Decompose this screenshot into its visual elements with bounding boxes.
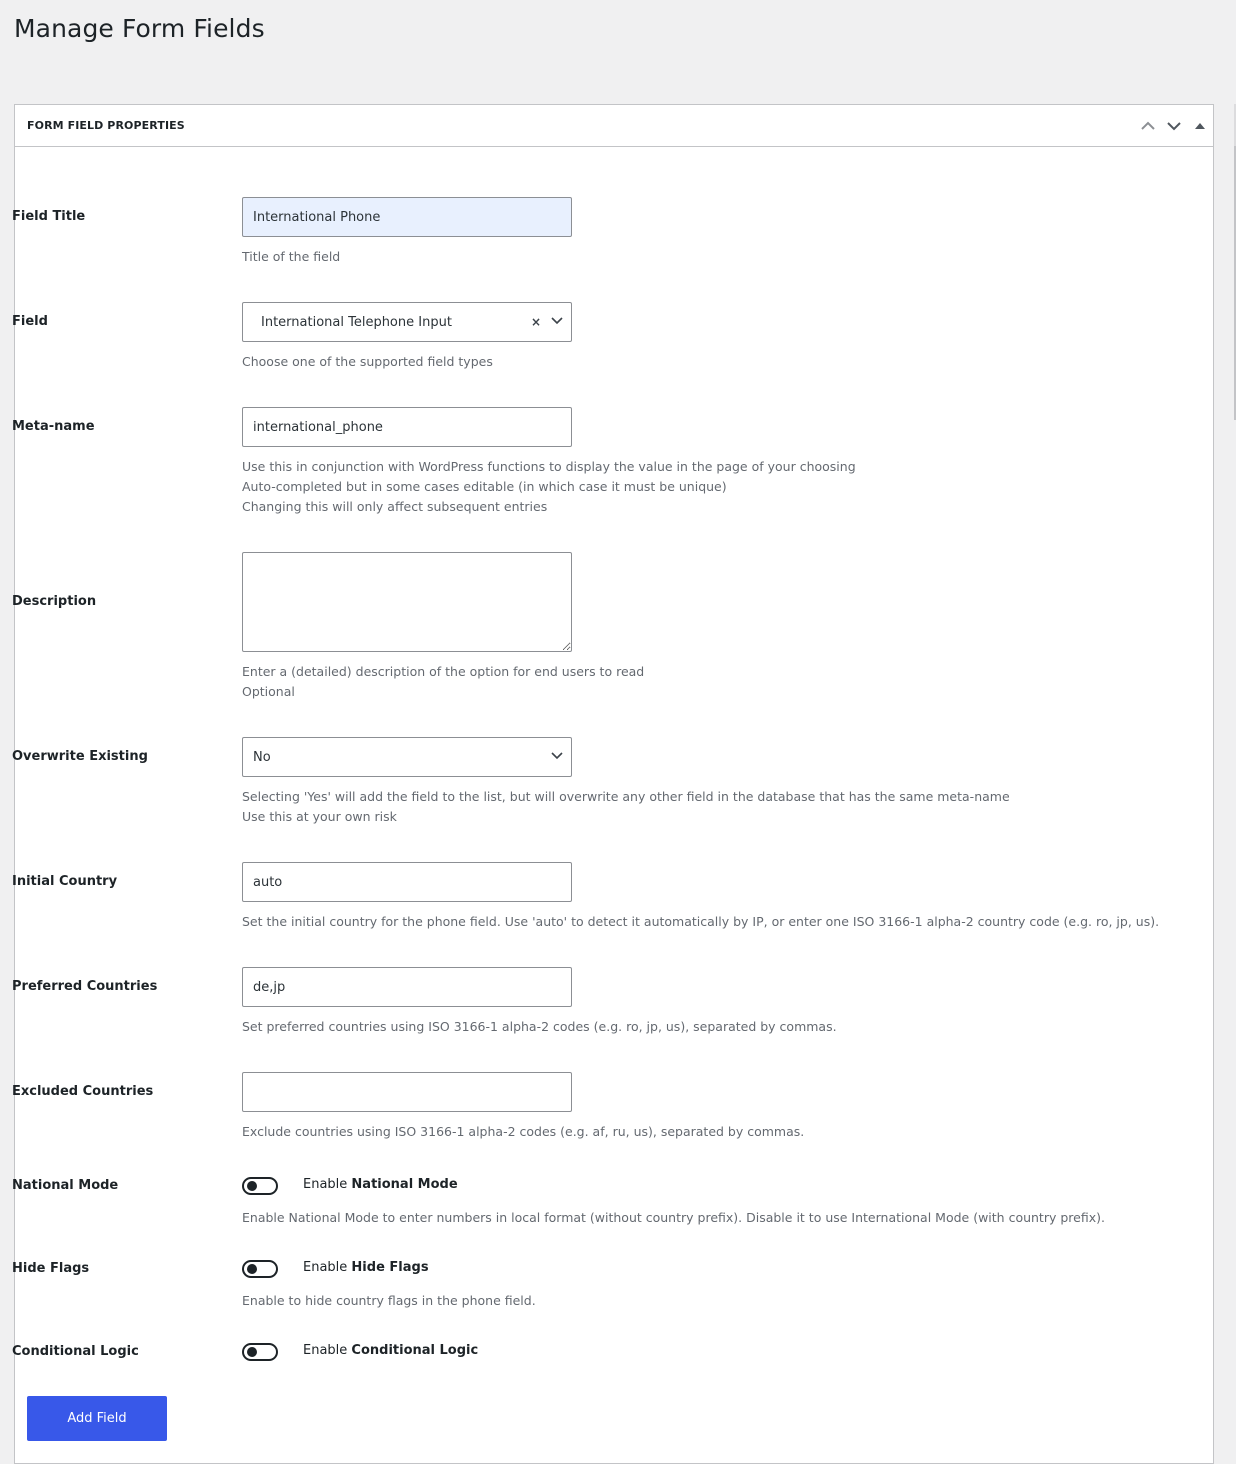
field-title-input[interactable] bbox=[242, 197, 572, 237]
chevron-down-icon bbox=[1167, 121, 1181, 131]
field-type-label: Field bbox=[12, 314, 48, 329]
preferred-countries-help: Set preferred countries using ISO 3166-1 alpha-2 codes (e.g. ro, jp, us), separated by commas. bbox=[242, 1019, 837, 1034]
conditional-logic-toggle-label[interactable] bbox=[303, 1343, 478, 1358]
description-help-line: Enter a (detailed) description of the option for end users to read bbox=[242, 664, 645, 679]
panel-title: FORM FIELD PROPERTIES bbox=[27, 119, 185, 132]
description-label: Description bbox=[12, 594, 97, 609]
page-title: Manage Form Fields bbox=[14, 14, 265, 43]
chevron-up-icon bbox=[1141, 121, 1155, 131]
description-help-line: Optional bbox=[242, 684, 295, 699]
toggle-prefix: Enable bbox=[303, 1177, 348, 1192]
toggle-prefix: Enable bbox=[303, 1260, 348, 1275]
field-type-help: Choose one of the supported field types bbox=[242, 354, 493, 369]
meta-name-help-line: Auto-completed but in some cases editable (in which case it must be unique) bbox=[242, 479, 727, 494]
move-down-button[interactable] bbox=[1161, 105, 1187, 147]
panel-header-actions bbox=[1135, 105, 1213, 146]
national-mode-toggle[interactable] bbox=[242, 1177, 278, 1195]
overwrite-existing-help-line: Selecting 'Yes' will add the field to the list, but will overwrite any other field in the database that has the same meta-name bbox=[242, 789, 1010, 804]
overwrite-existing-value: No bbox=[253, 749, 271, 765]
meta-name-label: Meta-name bbox=[12, 419, 95, 434]
field-type-select[interactable] bbox=[242, 302, 572, 342]
overwrite-existing-help-line: Use this at your own risk bbox=[242, 809, 397, 824]
hide-flags-help: Enable to hide country flags in the phone field. bbox=[242, 1293, 536, 1308]
preferred-countries-input[interactable] bbox=[242, 967, 572, 1007]
overwrite-existing-help bbox=[242, 787, 1010, 827]
field-title-help: Title of the field bbox=[242, 249, 341, 264]
conditional-logic-toggle[interactable] bbox=[242, 1343, 278, 1361]
initial-country-help: Set the initial country for the phone field. Use 'auto' to detect it automatically by IP, or enter one ISO 3166-1 alpha-2 country code (e.g. ro, jp, us). bbox=[242, 914, 1160, 929]
meta-name-help bbox=[242, 457, 856, 517]
hide-flags-toggle[interactable] bbox=[242, 1260, 278, 1278]
clear-selection-icon[interactable]: × bbox=[530, 315, 541, 329]
description-help bbox=[242, 662, 644, 702]
field-type-value: International Telephone Input bbox=[261, 314, 452, 330]
toggle-strong-text: Conditional Logic bbox=[351, 1343, 479, 1358]
excluded-countries-label: Excluded Countries bbox=[12, 1084, 154, 1099]
chevron-down-icon bbox=[551, 752, 563, 760]
excluded-countries-help: Exclude countries using ISO 3166-1 alpha-2 codes (e.g. af, ru, us), separated by commas. bbox=[242, 1124, 805, 1139]
preferred-countries-label: Preferred Countries bbox=[12, 979, 158, 994]
panel-header bbox=[15, 105, 1213, 147]
national-mode-help: Enable National Mode to enter numbers in local format (without country prefix). Disable it to use International Mode (with country prefix). bbox=[242, 1210, 1105, 1225]
meta-name-input[interactable] bbox=[242, 407, 572, 447]
toggle-strong-text: Hide Flags bbox=[351, 1260, 429, 1275]
description-textarea[interactable] bbox=[242, 552, 572, 652]
national-mode-label: National Mode bbox=[12, 1178, 119, 1193]
overwrite-existing-label: Overwrite Existing bbox=[12, 749, 148, 764]
toggle-prefix: Enable bbox=[303, 1343, 348, 1358]
chevron-down-icon bbox=[551, 317, 563, 325]
overwrite-existing-select[interactable] bbox=[242, 737, 572, 777]
toggle-strong-text: National Mode bbox=[351, 1177, 458, 1192]
initial-country-label: Initial Country bbox=[12, 874, 118, 889]
national-mode-toggle-label[interactable] bbox=[303, 1177, 458, 1192]
initial-country-input[interactable] bbox=[242, 862, 572, 902]
move-up-button[interactable] bbox=[1135, 105, 1161, 147]
toggle-panel-button[interactable] bbox=[1187, 105, 1213, 147]
field-title-label: Field Title bbox=[12, 209, 86, 224]
meta-name-help-line: Changing this will only affect subsequent entries bbox=[242, 499, 548, 514]
excluded-countries-input[interactable] bbox=[242, 1072, 572, 1112]
hide-flags-label: Hide Flags bbox=[12, 1261, 90, 1276]
meta-name-help-line: Use this in conjunction with WordPress functions to display the value in the page of your choosing bbox=[242, 459, 856, 474]
toggle-panel-icon bbox=[1195, 122, 1205, 130]
add-field-button[interactable]: Add Field bbox=[27, 1396, 167, 1441]
hide-flags-toggle-label[interactable] bbox=[303, 1260, 429, 1275]
conditional-logic-label: Conditional Logic bbox=[12, 1344, 139, 1359]
